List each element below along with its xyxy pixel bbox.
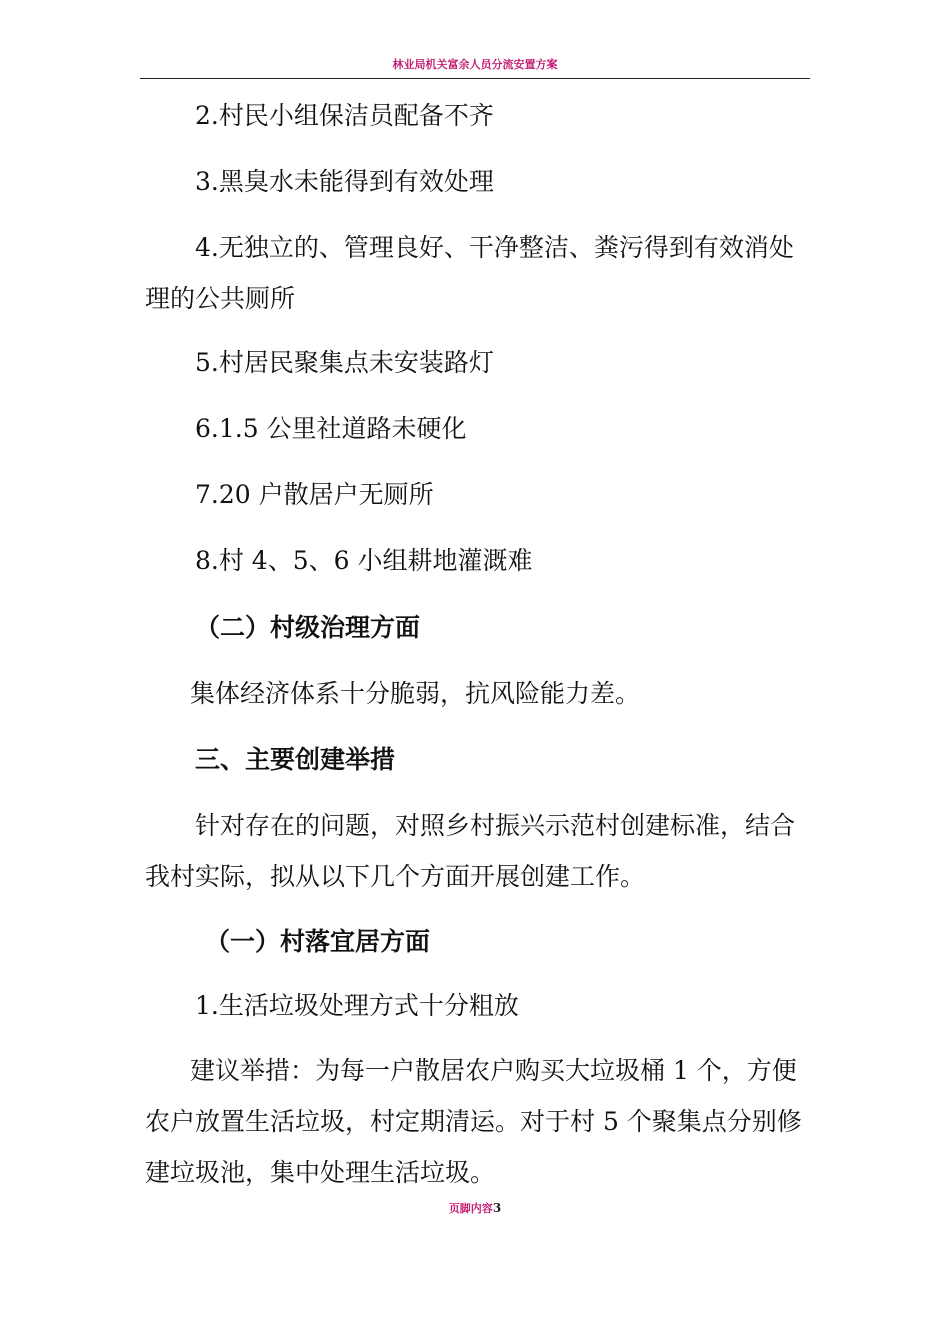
measure-item-1: 1.生活垃圾处理方式十分粗放 — [195, 991, 519, 1020]
item-4: 4.无独立的、管理良好、干净整洁、粪污得到有效消处 — [195, 233, 794, 262]
footer-label: 页脚内容 — [448, 1202, 493, 1215]
paragraph-suggestion-line-1: 建议举措：为每一户散居农户购买大垃圾桶 1 个，方便 — [190, 1056, 797, 1085]
item-8: 8.村 4、5、6 小组耕地灌溉难 — [195, 546, 533, 575]
paragraph-intro-line-1: 针对存在的问题，对照乡村振兴示范村创建标准，结合 — [195, 811, 796, 840]
item-3: 3.黑臭水未能得到有效处理 — [195, 167, 494, 196]
item-4-continued: 理的公共厕所 — [145, 284, 296, 313]
item-6: 6.1.5 公里社道路未硬化 — [195, 414, 467, 443]
paragraph-suggestion-line-3: 建垃圾池，集中处理生活垃圾。 — [145, 1158, 496, 1187]
page-header-title: 林业局机关富余人员分流安置方案 — [392, 58, 558, 71]
section-heading-village-governance: （二）村级治理方面 — [195, 613, 421, 642]
paragraph-collective-economy: 集体经济体系十分脆弱，抗风险能力差。 — [190, 679, 641, 708]
paragraph-suggestion-line-2: 农户放置生活垃圾，村定期清运。对于村 5 个聚集点分别修 — [145, 1107, 802, 1136]
section-heading-village-livability: （一）村落宜居方面 — [205, 927, 431, 956]
page-footer — [0, 1200, 950, 1216]
item-2: 2.村民小组保洁员配备不齐 — [195, 101, 494, 130]
item-7: 7.20 户散居户无厕所 — [195, 480, 434, 509]
section-heading-main-measures: 三、主要创建举措 — [195, 745, 396, 774]
page-number: 3 — [492, 1201, 502, 1215]
item-5: 5.村居民聚集点未安装路灯 — [195, 348, 494, 377]
header-rule — [140, 78, 810, 79]
paragraph-intro-line-2: 我村实际，拟从以下几个方面开展创建工作。 — [145, 862, 646, 891]
